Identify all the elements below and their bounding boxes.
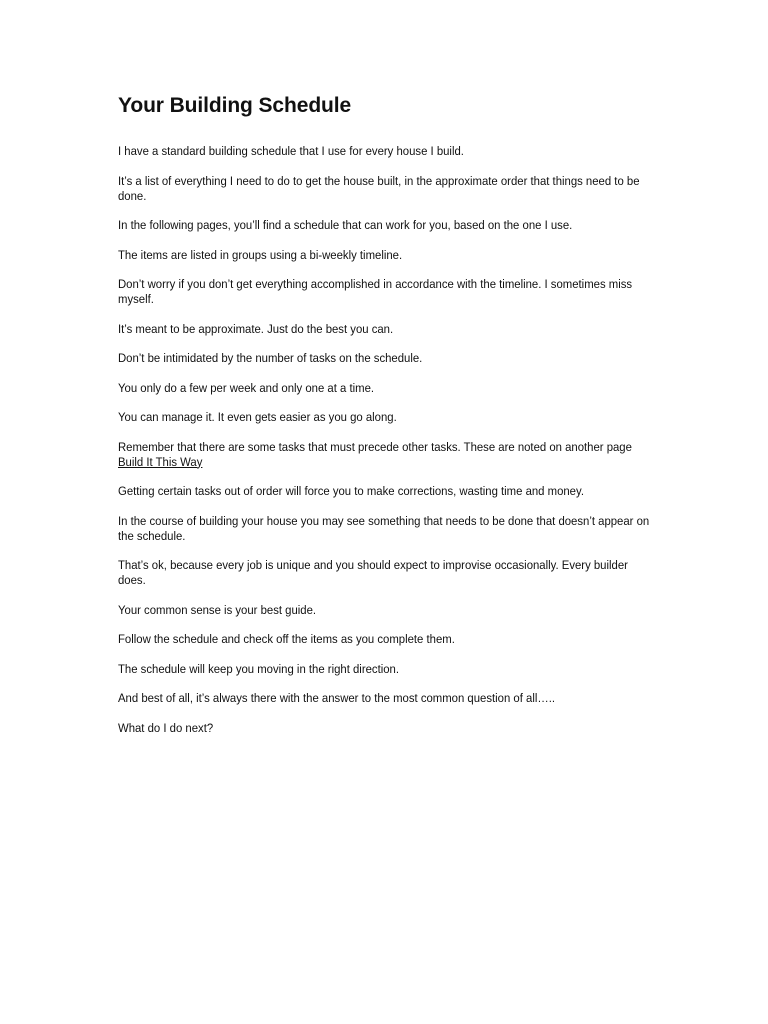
paragraph bbox=[118, 721, 650, 736]
paragraph-text: It’s meant to be approximate. Just do the best you can. bbox=[118, 321, 394, 336]
paragraph bbox=[118, 514, 650, 544]
paragraph bbox=[118, 144, 650, 159]
paragraph-text: That’s ok, because every job is unique and you should expect to improvise occasionally. Every builder does. bbox=[118, 558, 628, 587]
paragraph bbox=[118, 381, 650, 396]
paragraph bbox=[118, 632, 650, 647]
paragraph bbox=[118, 484, 650, 499]
paragraph-text: It’s a list of everything I need to do to get the house built, in the approximate order that things need to be done. bbox=[118, 173, 640, 203]
paragraph bbox=[118, 440, 650, 470]
paragraph-text: What do I do next? bbox=[118, 720, 214, 735]
paragraph-text: Getting certain tasks out of order will force you to make corrections, wasting time and money. bbox=[118, 484, 584, 498]
paragraph bbox=[118, 351, 650, 366]
paragraph bbox=[118, 558, 650, 588]
paragraph bbox=[118, 691, 650, 706]
paragraph-text: In the following pages, you’ll find a schedule that can work for you, based on the one I use. bbox=[118, 218, 573, 232]
paragraph bbox=[118, 662, 650, 677]
page-title: Your Building Schedule bbox=[118, 94, 352, 117]
paragraph-text: You only do a few per week and only one at a time. bbox=[118, 380, 375, 395]
paragraph-text: I have a standard building schedule that I use for every house I build. bbox=[118, 144, 464, 158]
paragraph-text: Don’t worry if you don’t get everything accomplished in accordance with the timeline. I sometimes miss myself. bbox=[118, 277, 633, 306]
paragraph-text: The schedule will keep you moving in the right direction. bbox=[118, 661, 399, 676]
paragraph-text: The items are listed in groups using a bi-weekly timeline. bbox=[118, 247, 403, 262]
paragraph bbox=[118, 410, 650, 425]
paragraph-text: Follow the schedule and check off the items as you complete them. bbox=[118, 632, 455, 646]
paragraph bbox=[118, 218, 650, 233]
document-content bbox=[118, 92, 650, 750]
paragraph-text: Remember that there are some tasks that must precede other tasks. These are noted on another page bbox=[118, 439, 632, 454]
paragraph-text: You can manage it. It even gets easier as you go along. bbox=[118, 410, 397, 424]
paragraph bbox=[118, 603, 650, 618]
paragraph bbox=[118, 248, 650, 263]
build-it-this-way-link[interactable]: Build It This Way bbox=[118, 454, 203, 469]
paragraph-text: Don’t be intimidated by the number of tasks on the schedule. bbox=[118, 351, 423, 365]
paragraph-text: Your common sense is your best guide. bbox=[118, 602, 317, 617]
paragraph bbox=[118, 174, 650, 204]
paragraph bbox=[118, 322, 650, 337]
paragraph-text: And best of all, it’s always there with the answer to the most common question of all….. bbox=[118, 691, 556, 705]
paragraph-text: In the course of building your house you may see something that needs to be done that doesn’t appear on the schedule. bbox=[118, 513, 650, 543]
paragraph bbox=[118, 277, 650, 307]
